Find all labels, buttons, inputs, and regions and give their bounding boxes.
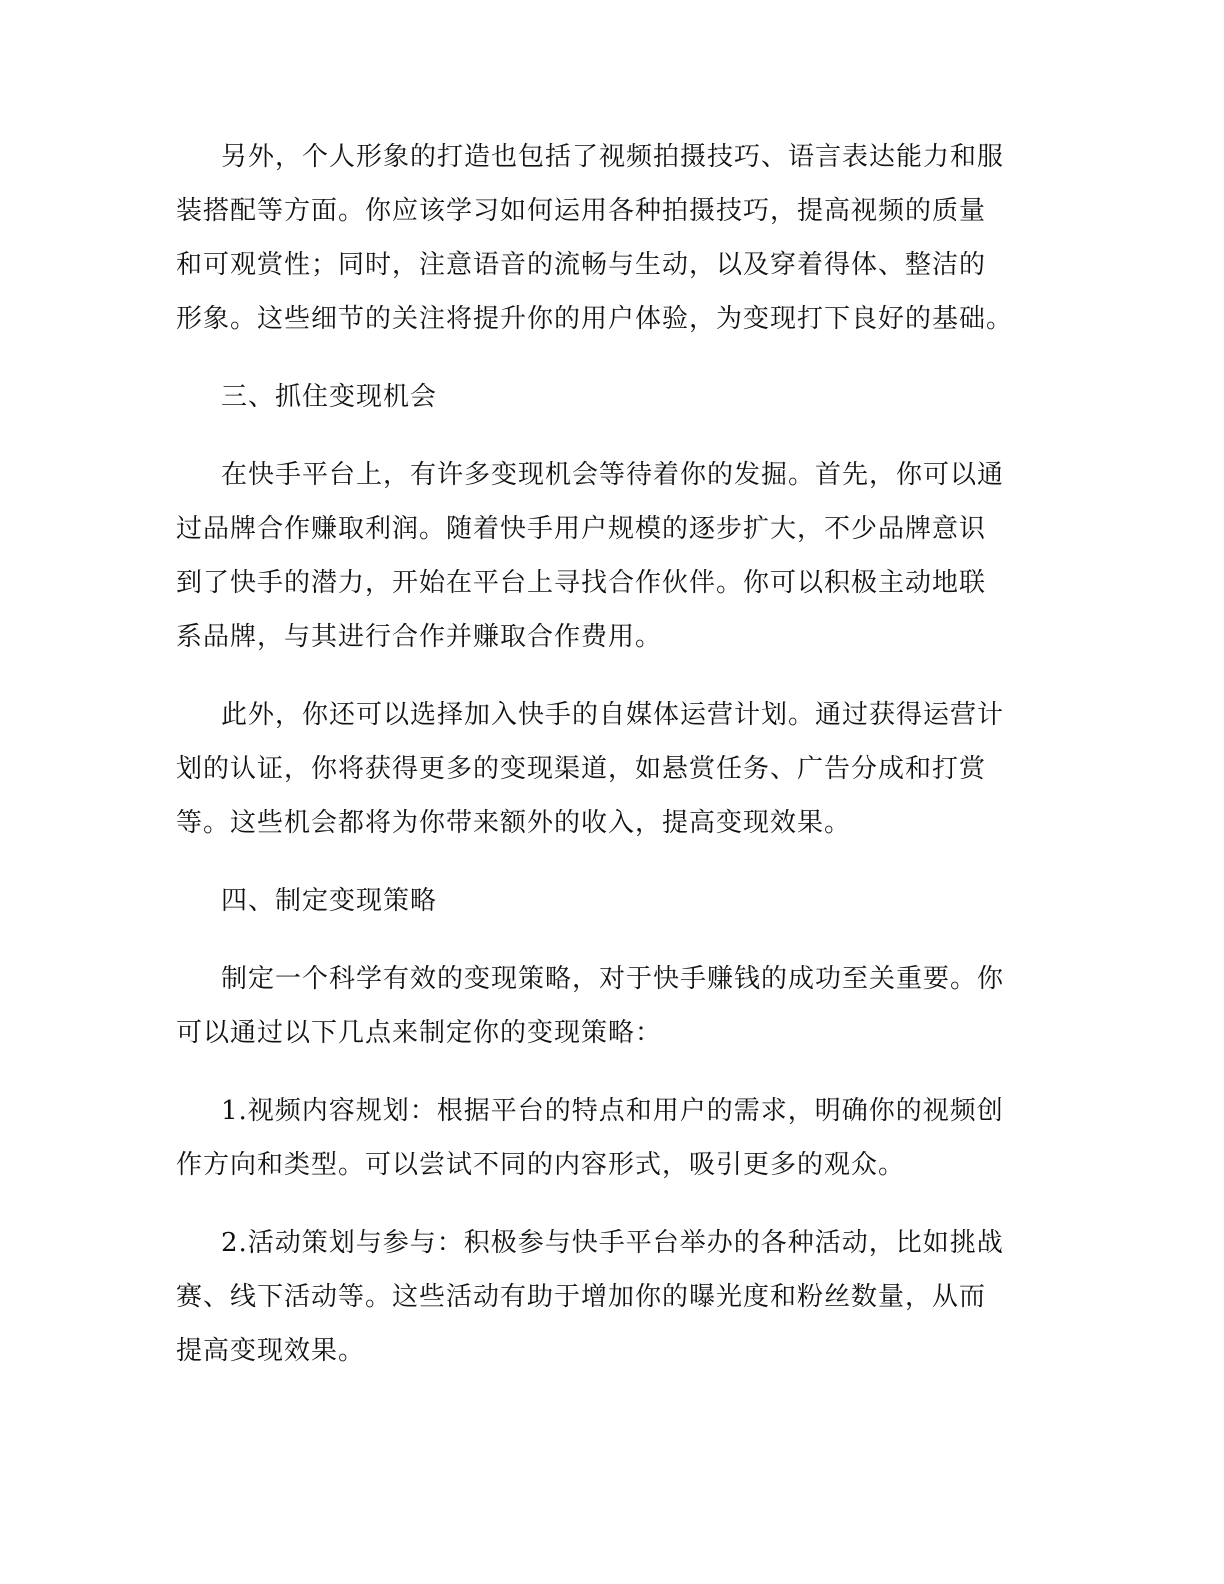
text-line: 1.视频内容规划：根据平台的特点和用户的需求，明确你的视频创: [221, 1096, 1004, 1126]
text-line: 另外，个人形象的打造也包括了视频拍摄技巧、语言表达能力和服: [221, 142, 1005, 172]
text-line: 过品牌合作赚取利润。随着快手用户规模的逐步扩大，不少品牌意识: [176, 514, 987, 544]
text-line: 2.活动策划与参与：积极参与快手平台举办的各种活动，比如挑战: [221, 1228, 1004, 1258]
text-line: 制定一个科学有效的变现策略，对于快手赚钱的成功至关重要。你: [221, 964, 1005, 994]
section-heading-3: 三、抓住变现机会: [221, 382, 438, 412]
text-line: 和可观赏性；同时，注意语音的流畅与生动，以及穿着得体、整洁的: [176, 250, 987, 280]
text-line: 等。这些机会都将为你带来额外的收入，提高变现效果。: [176, 808, 852, 838]
text-line: 赛、线下活动等。这些活动有助于增加你的曝光度和粉丝数量，从而: [176, 1282, 987, 1312]
text-line: 此外，你还可以选择加入快手的自媒体运营计划。通过获得运营计: [221, 700, 1005, 730]
paragraph-list-item-2: [176, 1216, 1046, 1378]
paragraph-strategy-intro: [176, 952, 1046, 1060]
text-line: 在快手平台上，有许多变现机会等待着你的发掘。首先，你可以通: [221, 460, 1005, 490]
text-line: 形象。这些细节的关注将提升你的用户体验，为变现打下良好的基础。: [176, 304, 1014, 334]
text-line: 作方向和类型。可以尝试不同的内容形式，吸引更多的观众。: [176, 1150, 906, 1180]
paragraph-brand-cooperation: [176, 448, 1046, 664]
paragraph-personal-image: [176, 130, 1046, 346]
text-line: 划的认证，你将获得更多的变现渠道，如悬赏任务、广告分成和打赏: [176, 754, 987, 784]
text-line: 提高变现效果。: [176, 1336, 366, 1366]
paragraph-list-item-1: [176, 1084, 1046, 1192]
text-line: 可以通过以下几点来制定你的变现策略：: [176, 1018, 663, 1048]
paragraph-media-program: [176, 688, 1046, 850]
document-body: [176, 130, 1046, 1402]
text-line: 到了快手的潜力，开始在平台上寻找合作伙伴。你可以积极主动地联: [176, 568, 987, 598]
text-line: 系品牌，与其进行合作并赚取合作费用。: [176, 622, 663, 652]
section-heading-4: 四、制定变现策略: [221, 886, 438, 916]
text-line: 装搭配等方面。你应该学习如何运用各种拍摄技巧，提高视频的质量: [176, 196, 987, 226]
